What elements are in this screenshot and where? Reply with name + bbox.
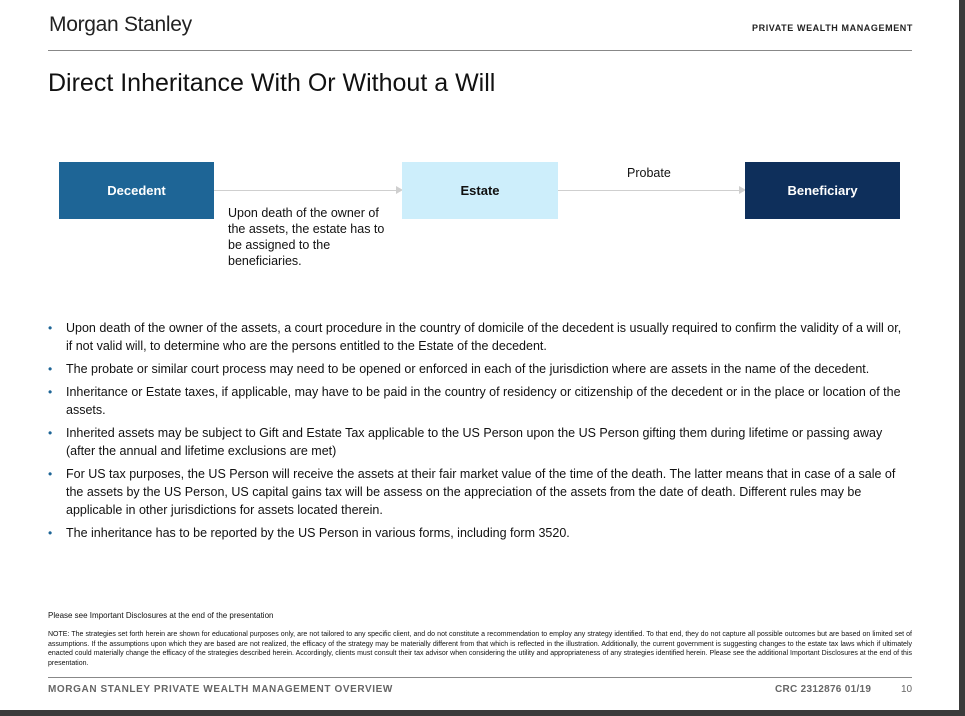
list-item — [48, 524, 910, 542]
footer-title: MORGAN STANLEY PRIVATE WEALTH MANAGEMENT OVERVIEW — [48, 684, 393, 695]
arrow-decedent-to-estate — [214, 190, 396, 191]
bullet-list — [48, 319, 910, 547]
morgan-stanley-logo: Morgan Stanley — [49, 13, 192, 36]
bullet-icon: • — [48, 526, 53, 540]
list-item — [48, 465, 910, 519]
bullet-icon: • — [48, 362, 53, 376]
list-item — [48, 360, 910, 378]
bullet-icon: • — [48, 321, 53, 335]
decedent-box — [59, 162, 214, 219]
header-divider — [48, 50, 912, 51]
page-number: 10 — [901, 684, 913, 695]
bullet-text: The probate or similar court process may need to be opened or enforced in each of the jurisdiction where are assets in the name of the decedent. — [66, 362, 870, 376]
footer-code: CRC 2312876 01/19 — [775, 684, 872, 695]
bullet-icon: • — [48, 426, 53, 440]
footer-divider — [48, 677, 912, 678]
bullet-text: For US tax purposes, the US Person will receive the assets at their fair market value of the time of the death. The latter means that in case of a sale of the assets by the US Person, US capital gains tax will be assess on the appreciation of the assets from the date of death. Different rules may be applicable in other jurisdictions for assets located therein. — [66, 467, 896, 517]
bullet-icon: • — [48, 467, 53, 481]
window-border-bottom — [0, 710, 965, 716]
legal-note: NOTE: The strategies set forth herein are shown for educational purposes only, are not tailored to any specific client, and do not constitute a recommendation to employ any strategy identified. To that end, they do not capture all possible outcomes but are based on limited set of assumptions. If the assumptions upon which they are based are not realized, the efficacy of the strategy may be materially different from that which is reflected in the illustration. Additionally, the current government is suggesting changes to the estate tax laws which if ultimately enacted could materially change the efficacy of the strategies described herein. Accordingly, clients must consult their tax advisor when considering the utility and appropriateness of any strategies identified herein. Please see the additional Important Disclosures at the end of this presentation. — [48, 631, 912, 667]
beneficiary-label: Beneficiary — [787, 183, 858, 198]
bullet-text: The inheritance has to be reported by the US Person in various forms, including form 3520. — [66, 526, 570, 540]
estate-box — [402, 162, 558, 219]
bullet-text: Inherited assets may be subject to Gift and Estate Tax applicable to the US Person upon the US Person gifting them during lifetime or passing away (after the annual and lifetime exclusions are met) — [66, 426, 883, 458]
estate-assignment-note: Upon death of the owner of the assets, the estate has to be assigned to the beneficiaries. — [228, 206, 385, 268]
beneficiary-box — [745, 162, 900, 219]
bullet-icon: • — [48, 385, 53, 399]
estate-label: Estate — [460, 183, 500, 198]
decedent-label: Decedent — [107, 183, 166, 198]
probate-label: Probate — [627, 166, 671, 180]
list-item — [48, 383, 910, 419]
disclosure-reference: Please see Important Disclosures at the end of the presentation — [48, 611, 274, 620]
window-border-right — [959, 0, 965, 716]
slide-title: Direct Inheritance With Or Without a Will — [48, 69, 496, 97]
header-tagline: PRIVATE WEALTH MANAGEMENT — [752, 23, 913, 33]
bullet-text: Upon death of the owner of the assets, a court procedure in the country of domicile of the decedent is usually required to confirm the validity of a will or, if not valid will, to determine who are the persons entitled to the Estate of the decedent. — [66, 321, 902, 353]
bullet-text: Inheritance or Estate taxes, if applicable, may have to be paid in the country of residency or citizenship of the decedent or in the place or location of the assets. — [66, 385, 901, 417]
list-item — [48, 424, 910, 460]
list-item — [48, 319, 910, 355]
arrow-estate-to-beneficiary — [558, 190, 739, 191]
